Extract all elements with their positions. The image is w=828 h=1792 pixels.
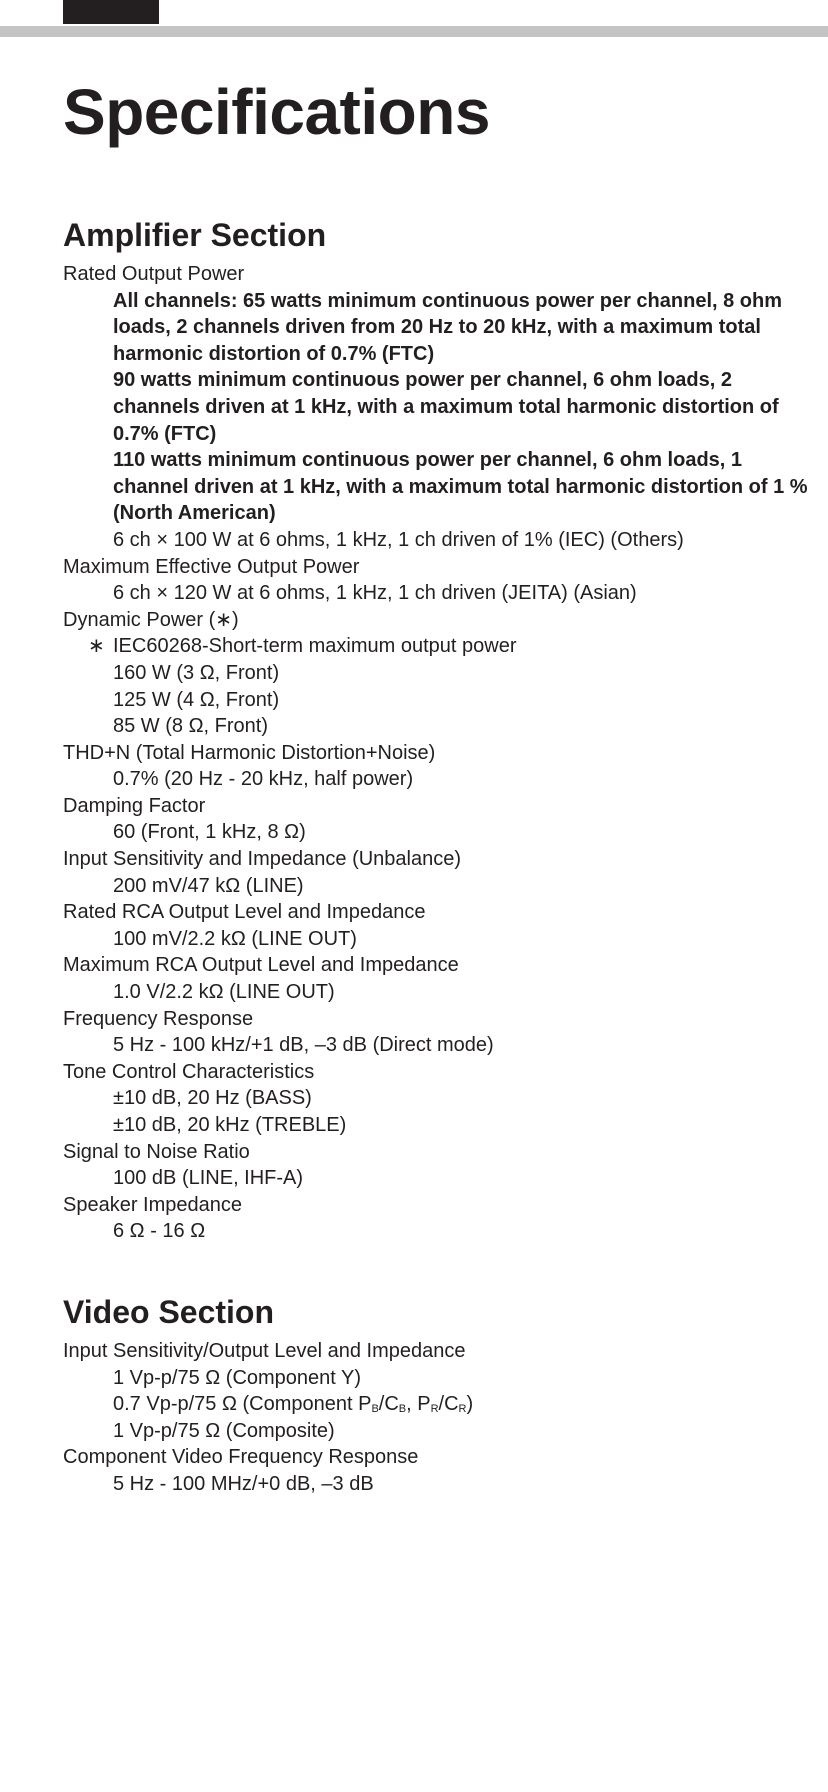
subscript: B [371, 1403, 379, 1416]
spec-item [63, 1338, 808, 1444]
spec-value: 125 W (4 Ω, Front) [113, 688, 280, 711]
spec-value: 6 ch × 120 W at 6 ohms, 1 kHz, 1 ch driven (JEITA) (Asian) [113, 582, 637, 605]
video-section-title: Video Section [63, 1294, 275, 1330]
spec-label: Speaker Impedance [63, 1193, 243, 1216]
subscript: B [398, 1403, 407, 1416]
spec-value-text: ) [466, 1393, 474, 1416]
spec-item [63, 740, 808, 793]
video-section [63, 1290, 808, 1498]
spec-value: 5 Hz - 100 kHz/+1 dB, –3 dB (Direct mode) [113, 1034, 494, 1057]
header-rule [0, 26, 828, 37]
spec-item [63, 952, 808, 1005]
subscript: R [458, 1403, 467, 1416]
spec-value: 85 W (8 Ω, Front) [113, 715, 268, 738]
header-tab [63, 0, 159, 24]
spec-label: Rated Output Power [63, 263, 245, 285]
spec-item [63, 793, 808, 846]
spec-item [63, 1059, 808, 1139]
spec-value: (North American) [113, 502, 276, 525]
spec-label: Input Sensitivity/Output Level and Impedance [63, 1340, 466, 1362]
subscript: R [430, 1403, 439, 1416]
spec-label: Input Sensitivity and Impedance (Unbalance) [63, 848, 462, 871]
spec-value: 1 Vp-p/75 Ω (Component Y) [113, 1366, 362, 1389]
amplifier-section [63, 213, 808, 1245]
spec-value: 160 W (3 Ω, Front) [113, 661, 280, 684]
spec-value: ±10 dB, 20 kHz (TREBLE) [113, 1114, 347, 1136]
spec-item [63, 846, 808, 899]
spec-label: Signal to Noise Ratio [63, 1140, 250, 1163]
spec-value: 6 ch × 100 W at 6 ohms, 1 kHz, 1 ch driven of 1% (IEC) (Others) [113, 528, 684, 551]
spec-label: Dynamic Power (∗) [63, 608, 239, 631]
spec-value: 100 dB (LINE, IHF-A) [113, 1167, 304, 1190]
spec-label: Maximum RCA Output Level and Impedance [63, 954, 459, 977]
spec-value: 90 watts minimum continuous power per channel, 6 ohm loads, 2 channels driven at 1 kHz, with a maximum total harmonic distortion of 0.7% (FTC) [113, 369, 779, 445]
spec-label: THD+N (Total Harmonic Distortion+Noise) [63, 741, 436, 764]
spec-label: Frequency Response [63, 1007, 254, 1030]
spec-value: 6 Ω - 16 Ω [113, 1220, 206, 1243]
spec-value-text: /C [378, 1393, 399, 1416]
spec-value: 0.7% (20 Hz - 20 kHz, half power) [113, 768, 414, 791]
spec-value: 5 Hz - 100 MHz/+0 dB, –3 dB [113, 1472, 374, 1495]
spec-item [63, 554, 808, 607]
spec-label: Rated RCA Output Level and Impedance [63, 901, 426, 924]
spec-value-text: , P [406, 1393, 431, 1416]
spec-value-text: 0.7 Vp-p/75 Ω (Component P [113, 1393, 372, 1416]
page-title: Specifications [63, 76, 490, 148]
amplifier-section-title: Amplifier Section [63, 217, 327, 253]
spec-value: 200 mV/47 kΩ (LINE) [113, 874, 304, 897]
spec-item [63, 1444, 808, 1497]
spec-item [63, 899, 808, 952]
spec-value: 110 watts minimum continuous power per channel, 6 ohm loads, 1 channel driven at 1 kHz, with a maximum total harmonic distortion of 1 % [113, 449, 808, 498]
asterisk-mark: ∗ [88, 635, 105, 658]
spec-value: 1 Vp-p/75 Ω (Composite) [113, 1419, 335, 1442]
spec-value: 1.0 V/2.2 kΩ (LINE OUT) [113, 981, 335, 1004]
spec-item [63, 1006, 808, 1059]
spec-item [63, 607, 808, 740]
spec-value: 60 (Front, 1 kHz, 8 Ω) [113, 821, 306, 844]
spec-value-text: /C [438, 1393, 459, 1416]
spec-footnote [63, 633, 808, 660]
spec-value [63, 1391, 808, 1418]
spec-item [63, 1139, 808, 1192]
spec-label: Component Video Frequency Response [63, 1446, 419, 1469]
spec-item [63, 261, 808, 554]
spec-value: All channels: 65 watts minimum continuous power per channel, 8 ohm loads, 2 channels driven from 20 Hz to 20 kHz, with a maximum total harmonic distortion of 0.7% (FTC) [113, 289, 783, 365]
spec-label: Maximum Effective Output Power [63, 555, 360, 578]
spec-label: Tone Control Characteristics [63, 1060, 315, 1083]
spec-item [63, 1192, 808, 1245]
footnote-text: IEC60268-Short-term maximum output power [113, 635, 517, 658]
amplifier-spec-list [63, 261, 808, 1245]
spec-label: Damping Factor [63, 794, 206, 817]
spec-value: 100 mV/2.2 kΩ (LINE OUT) [113, 927, 357, 950]
spec-value: ±10 dB, 20 Hz (BASS) [113, 1087, 312, 1110]
